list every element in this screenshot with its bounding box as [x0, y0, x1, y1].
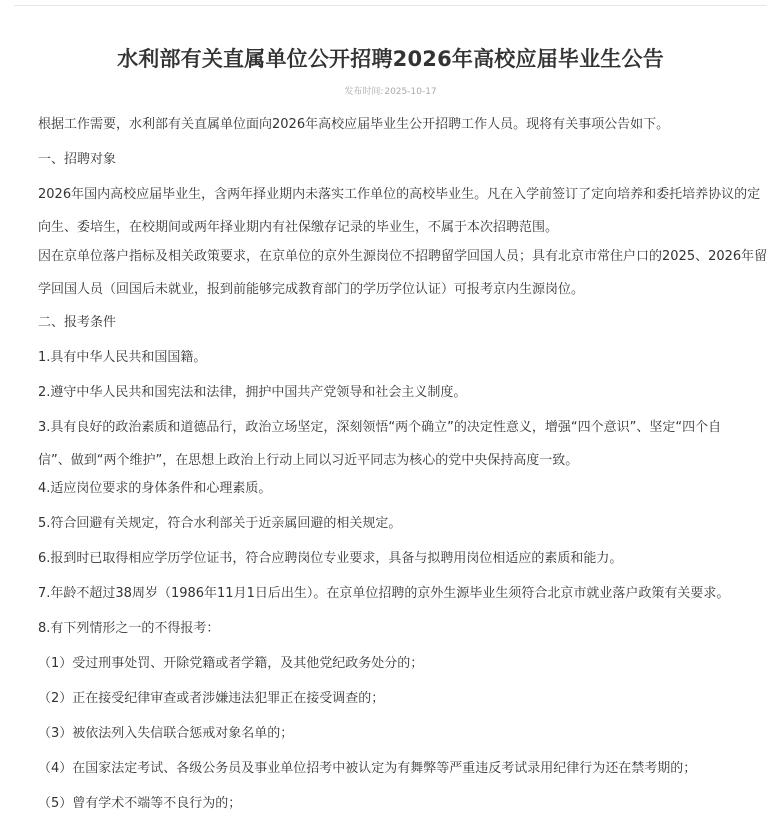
paragraph — [38, 110, 762, 139]
paragraph — [38, 684, 762, 713]
paragraph — [38, 649, 762, 678]
paragraph-line: 向生、委培生，在校期间或两年择业期内有社保缴存记录的毕业生，不属于本次招聘范围。 — [38, 220, 559, 235]
paragraph — [38, 544, 762, 573]
paragraph-line: 二、报考条件 — [38, 315, 117, 330]
paragraph — [38, 579, 762, 608]
publish-meta — [0, 86, 781, 98]
top-divider — [14, 5, 767, 6]
paragraph-line: （4）在国家法定考试、各级公务员及事业单位招考中被认定为有舞弊等严重违反考试录用纪律行为还在禁考期的； — [38, 761, 697, 776]
paragraph-line: 信”、做到“两个维护”，在思想上政治上行动上同以习近平同志为核心的党中央保持高度一致。 — [38, 453, 579, 468]
paragraph — [38, 789, 762, 818]
paragraph — [38, 242, 768, 304]
paragraph — [38, 614, 762, 643]
paragraph-line: 1.具有中华人民共和国国籍。 — [38, 350, 207, 365]
paragraph — [38, 145, 762, 174]
page-title: 水利部有关直属单位公开招聘2026年高校应届毕业生公告 — [117, 47, 664, 71]
paragraph-line: 2026年国内高校应届毕业生，含两年择业期内未落实工作单位的高校毕业生。凡在入学前签订了定向培养和委托培养协议的定 — [38, 187, 761, 202]
paragraph-line: 2.遵守中华人民共和国宪法和法律，拥护中国共产党领导和社会主义制度。 — [38, 385, 467, 400]
paragraph-line: 8.有下列情形之一的不得报考： — [38, 621, 220, 636]
paragraph — [38, 413, 762, 475]
paragraph — [38, 378, 762, 407]
paragraph — [38, 308, 762, 337]
paragraph-line: （1）受过刑事处罚、开除党籍或者学籍，及其他党纪政务处分的； — [38, 656, 424, 671]
paragraph — [38, 180, 762, 242]
publish-date: 2025-10-17 — [384, 87, 437, 97]
paragraph-line: （2）正在接受纪律审查或者涉嫌违法犯罪正在接受调查的； — [38, 691, 385, 706]
paragraph-line: 因在京单位落户指标及相关政策要求，在京单位的京外生源岗位不招聘留学回国人员；具有北京市常住户口的2025、2026年留 — [38, 249, 768, 264]
paragraph-line: 一、招聘对象 — [38, 152, 117, 167]
paragraph — [38, 754, 762, 783]
paragraph-line: （5）曾有学术不端等不良行为的； — [38, 796, 242, 811]
paragraph — [38, 719, 762, 748]
paragraph-line: 学回国人员（回国后未就业，报到前能够完成教育部门的学历学位认证）可报考京内生源岗位。 — [38, 282, 585, 297]
paragraph-line: （3）被依法列入失信联合惩戒对象名单的； — [38, 726, 294, 741]
paragraph-line: 5.符合回避有关规定，符合水利部关于近亲属回避的相关规定。 — [38, 516, 402, 531]
paragraph-line: 根据工作需要，水利部有关直属单位面向2026年高校应届毕业生公开招聘工作人员。现将有关事项公告如下。 — [38, 117, 670, 132]
paragraph-line: 3.具有良好的政治素质和道德品行，政治立场坚定，深刻领悟“两个确立”的决定性意义，增强“四个意识”、坚定“四个自 — [38, 420, 722, 435]
paragraph — [38, 474, 762, 503]
publish-label: 发布时间: — [344, 87, 384, 97]
paragraph — [38, 509, 762, 538]
paragraph-line: 7.年龄不超过38周岁（1986年11月1日后出生）。在京单位招聘的京外生源毕业生须符合北京市就业落户政策有关要求。 — [38, 586, 730, 601]
paragraph — [38, 343, 762, 372]
paragraph-line: 6.报到时已取得相应学历学位证书，符合应聘岗位专业要求，具备与拟聘用岗位相适应的素质和能力。 — [38, 551, 623, 566]
paragraph-line: 4.适应岗位要求的身体条件和心理素质。 — [38, 481, 272, 496]
